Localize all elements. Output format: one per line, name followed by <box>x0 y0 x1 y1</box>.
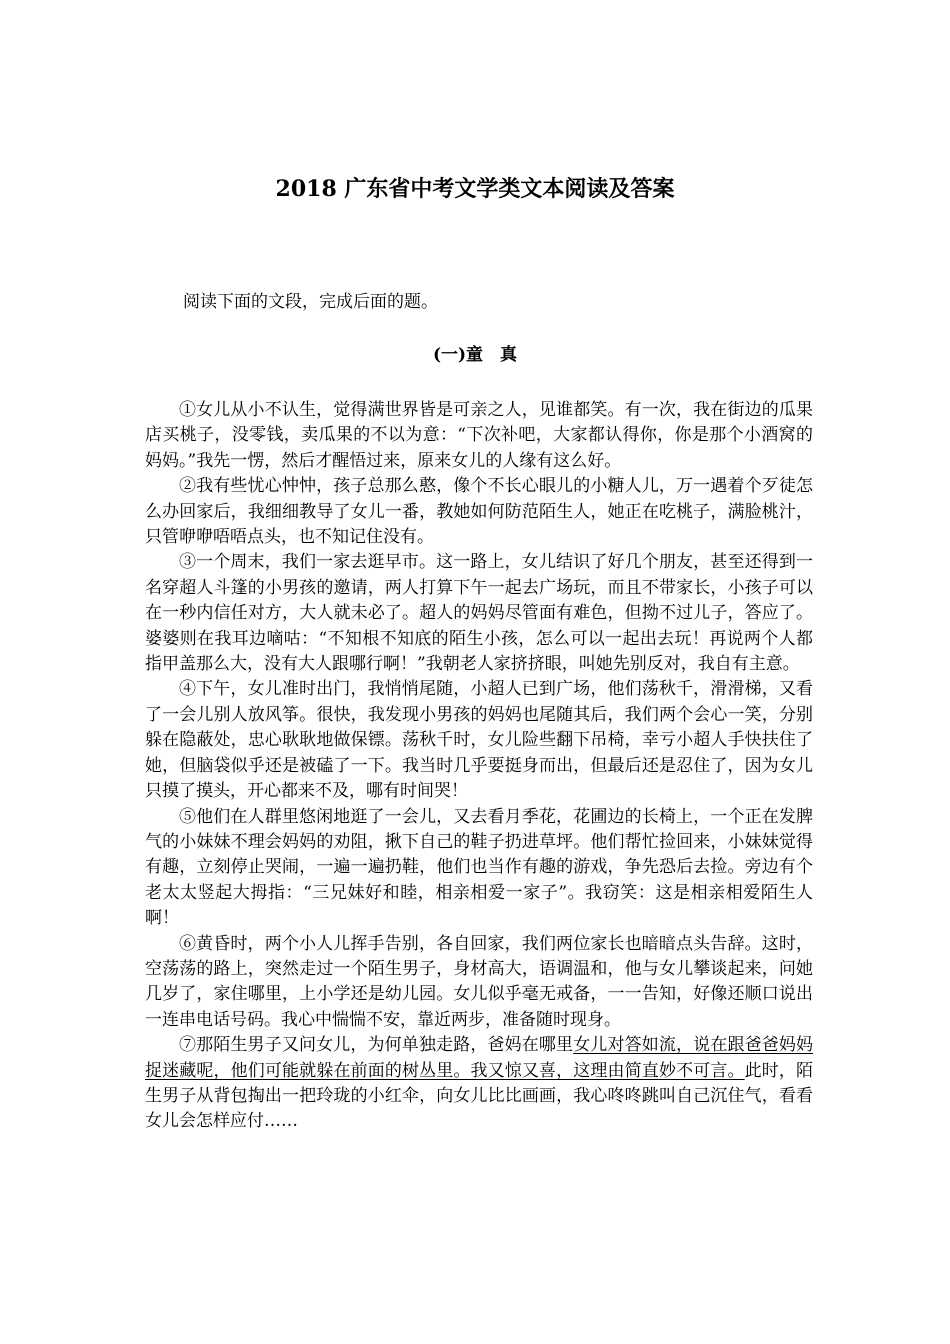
article-body <box>145 398 813 1135</box>
underlined-sentence: 女儿对答如流，说在跟爸爸妈妈捉迷藏呢，他们可能就躲在前面的树丛里。我又惊又喜，这理由简直妙不可言。 <box>145 1035 814 1081</box>
paragraph-3: ③一个周末，我们一家去逛早市。这一路上，女儿结识了好几个朋友，甚至还得到一名穿超人斗篷的小男孩的邀请，两人打算下午一起去广场玩，而且不带家长，小孩子可以在一秒内信任对方，大人就未必了。超人的妈妈尽管面有难色，但拗不过儿子，答应了。婆婆则在我耳边嘀咕：“不知根不知底的陌生小孩，怎么可以一起出去玩！再说两个人都指甲盖那么大，没有大人跟哪行啊！”我朝老人家挤挤眼，叫她先别反对，我自有主意。 <box>145 552 813 675</box>
paragraph-2: ②我有些忧心忡忡，孩子总那么憨，像个不长心眼儿的小糖人儿，万一遇着个歹徒怎么办回家后，我细细教导了女儿一番，教她如何防范陌生人，她正在吃桃子，满脸桃汁，只管咿咿唔唔点头，也不知记住没有。 <box>145 476 813 548</box>
paragraph-4: ④下午，女儿准时出门，我悄悄尾随，小超人已到广场，他们荡秋千，滑滑梯，又看了一会儿别人放风筝。很快，我发现小男孩的妈妈也尾随其后，我们两个会心一笑，分别躲在隐蔽处，忠心耿耿地做保镖。荡秋千时，女儿险些翻下吊椅，幸亏小超人手快扶住了她，但脑袋似乎还是被磕了一下。我当时几乎要挺身而出，但最后还是忍住了，因为女儿只摸了摸头，开心都来不及，哪有时间哭！ <box>145 679 813 802</box>
paragraph-7-text-before: ⑦那陌生男子又问女儿，为何单独走路，爸妈在哪里 <box>179 1035 574 1056</box>
paragraph-1: ①女儿从小不认生，觉得满世界皆是可亲之人，见谁都笑。有一次，我在街边的瓜果店买桃子，没零钱，卖瓜果的不以为意：“下次补吧，大家都认得你，你是那个小酒窝的妈妈。”我先一愣，然后才醒悟过来，原来女儿的人缘有这么好。 <box>145 400 813 471</box>
section-title: (一)童 真 <box>432 345 518 365</box>
paragraph-7-text-after: 此时，陌生男子从背包掏出一把玲珑的小红伞，向女儿比比画画，我心咚咚跳叫自己沉住气，看看女儿会怎样应付…… <box>145 1060 814 1132</box>
paragraph-6: ⑥黄昏时，两个小人儿挥手告别，各自回家，我们两位家长也暗暗点头告辞。这时，空荡荡的路上，突然走过一个陌生男子，身材高大，语调温和，他与女儿攀谈起来，问她几岁了，家住哪里，上小学还是幼儿园。女儿似乎毫无戒备，一一告知，好像还顺口说出一连串电话号码。我心中惴惴不安，靠近两步，准备随时现身。 <box>145 933 813 1030</box>
paragraph-7 <box>145 1033 813 1135</box>
paragraph-5: ⑤他们在人群里悠闲地逛了一会儿，又去看月季花，花圃边的长椅上，一个正在发脾气的小妹妹不理会妈妈的劝阻，揪下自己的鞋子扔进草坪。他们帮忙捡回来，小妹妹觉得有趣，立刻停止哭闹，一遍一遍扔鞋，他们也当作有趣的游戏，争先恐后去捡。旁边有个老太太竖起大拇指：“三兄妹好和睦，相亲相爱一家子”。我窃笑：这是相亲相爱陌生人啊！ <box>145 806 813 929</box>
reading-instruction: 阅读下面的文段，完成后面的题。 <box>183 292 438 312</box>
document-title: 2018 广东省中考文学类文本阅读及答案 <box>275 176 675 202</box>
